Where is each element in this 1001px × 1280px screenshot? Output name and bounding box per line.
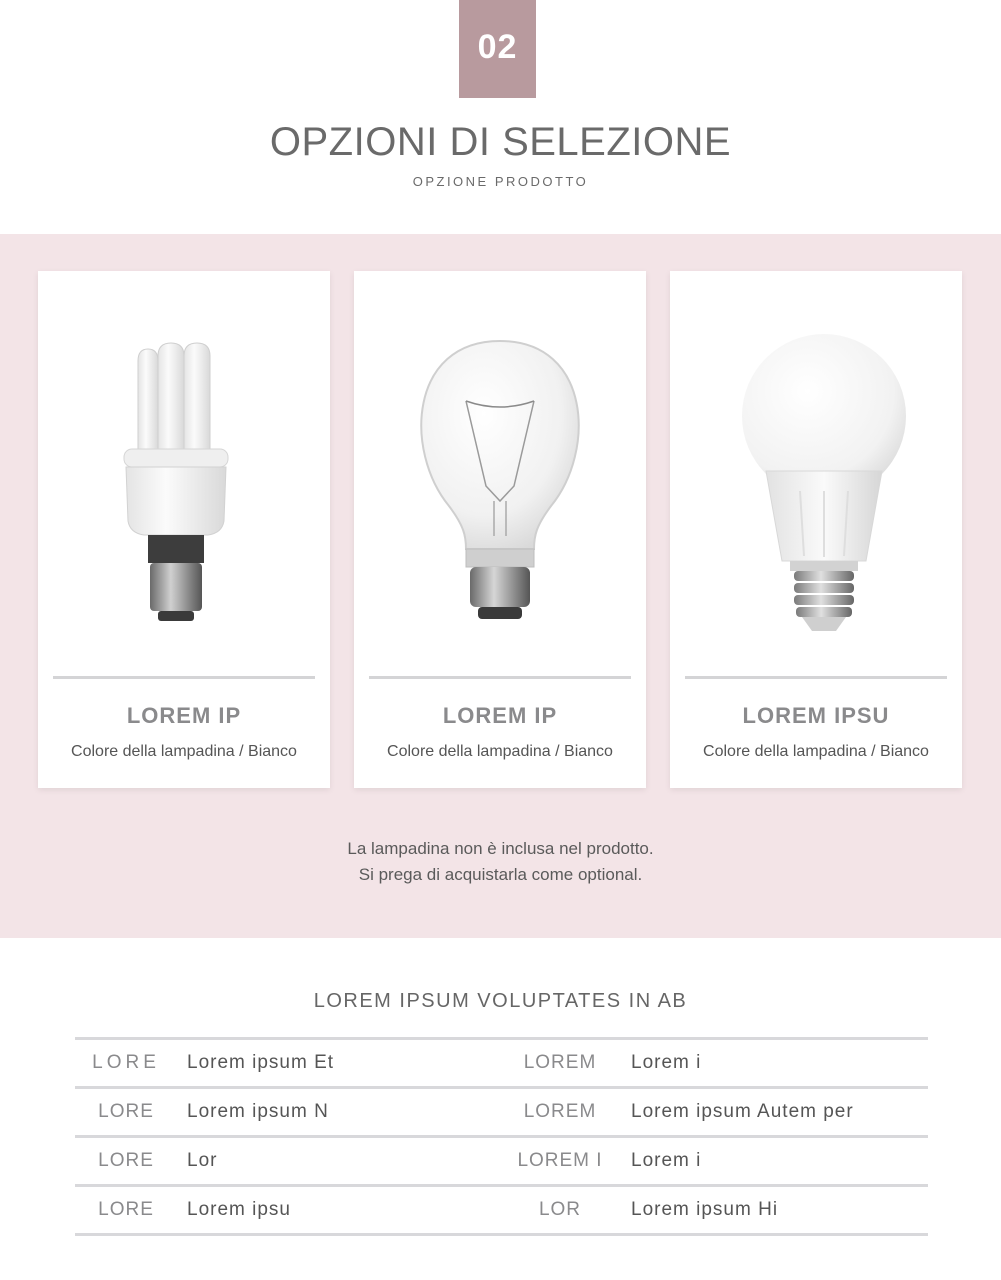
page-title: OPZIONI DI SELEZIONE — [269, 120, 732, 164]
spec-value: Lorem ipsu — [187, 1199, 291, 1220]
spec-key: LOREM — [523, 1052, 597, 1073]
incandescent-bulb-icon — [354, 321, 646, 641]
table-row — [75, 1089, 928, 1135]
product-card-3[interactable] — [670, 271, 962, 788]
spec-value: Lorem ipsum Et — [187, 1052, 335, 1073]
product-title: LOREM IP — [126, 703, 242, 728]
page-subtitle: OPZIONE PRODOTTO — [412, 174, 589, 189]
product-card-2[interactable] — [354, 271, 646, 788]
card-divider — [685, 676, 947, 679]
bulb-not-included-note — [0, 836, 1001, 888]
specs-title: LOREM IPSUM VOLUPTATES IN AB — [313, 990, 688, 1012]
note-line-1: La lampadina non è inclusa nel prodotto. — [347, 839, 654, 858]
spec-key: LORE — [98, 1101, 154, 1122]
spec-key: LORE — [98, 1199, 154, 1220]
spec-value: Lorem i — [631, 1052, 702, 1073]
table-row — [75, 1040, 928, 1086]
table-row — [75, 1187, 928, 1233]
spec-key: LORE — [98, 1150, 154, 1171]
spec-value: Lor — [187, 1150, 218, 1171]
spec-value: Lorem ipsum Autem per — [631, 1101, 854, 1122]
cfl-bulb-icon — [38, 321, 330, 641]
product-description: Colore della lampadina / Bianco — [703, 743, 929, 760]
product-description: Colore della lampadina / Bianco — [387, 743, 613, 760]
spec-key: LOREM — [523, 1101, 597, 1122]
spec-value: Lorem ipsum Hi — [631, 1199, 779, 1220]
spec-key: LOR — [538, 1199, 582, 1220]
product-title: LOREM IP — [442, 703, 558, 728]
product-title: LOREM IPSU — [742, 703, 890, 728]
spec-value: Lorem i — [631, 1150, 702, 1171]
spec-value: Lorem ipsum N — [187, 1101, 329, 1122]
spec-key: LORE — [92, 1052, 160, 1073]
table-divider — [75, 1233, 928, 1236]
specs-table — [75, 1037, 928, 1236]
product-description: Colore della lampadina / Bianco — [71, 743, 297, 760]
spec-key: LOREM I — [517, 1150, 603, 1171]
led-bulb-icon — [670, 321, 962, 641]
note-line-2: Si prega di acquistarla come optional. — [358, 865, 643, 884]
card-divider — [53, 676, 315, 679]
table-row — [75, 1138, 928, 1184]
card-divider — [369, 676, 631, 679]
section-number-badge: 02 — [459, 0, 536, 98]
product-card-1[interactable] — [38, 271, 330, 788]
